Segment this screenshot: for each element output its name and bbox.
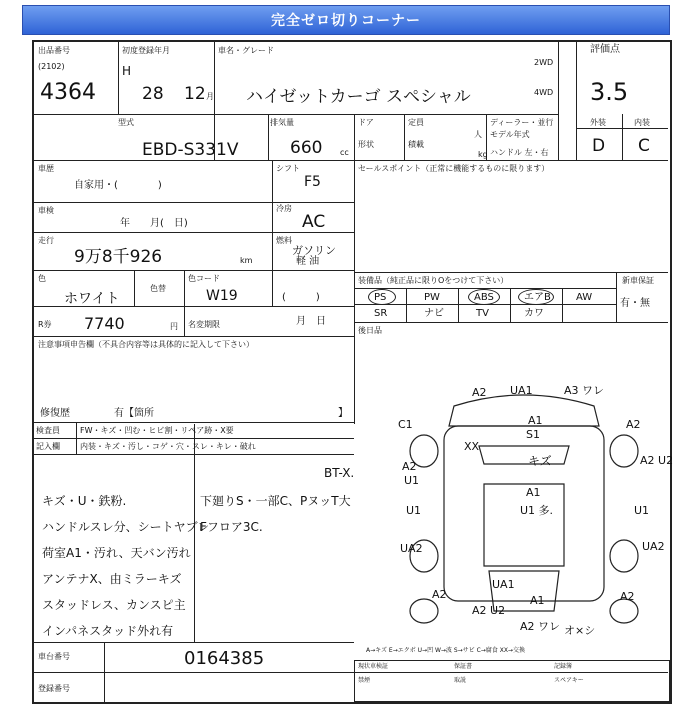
rear-items-label: 後日品 bbox=[358, 326, 382, 335]
new-warranty-value: 有・無 bbox=[620, 298, 650, 309]
mark-14: U1 多. bbox=[520, 504, 554, 517]
equip-navi: ナビ bbox=[424, 308, 444, 319]
fuel-diesel: 軽 油 bbox=[296, 256, 320, 267]
door-label: ドア bbox=[358, 118, 374, 127]
equip-sr: SR bbox=[374, 308, 388, 319]
km-unit: km bbox=[240, 256, 253, 265]
legend-box-2: 禁煙 bbox=[358, 677, 371, 684]
mark-15: U1 bbox=[406, 504, 422, 517]
ac-value: AC bbox=[302, 212, 326, 232]
circle-ps bbox=[368, 289, 396, 305]
auction-sheet bbox=[32, 40, 672, 704]
mark-18: UA2 bbox=[642, 540, 665, 553]
fuel-value: ガソリン bbox=[292, 244, 336, 257]
dealer-label: ディーラー・並行 bbox=[490, 118, 554, 127]
recycle-label: R券 bbox=[38, 320, 52, 329]
lot-sub: (2102) bbox=[38, 62, 65, 71]
cc-unit: cc bbox=[340, 148, 349, 157]
repair-value: 有【箇所 bbox=[114, 408, 154, 419]
equip-ps: PS bbox=[374, 292, 387, 303]
month-unit: 月 bbox=[206, 92, 214, 101]
legend-box-1: 現状車検証 bbox=[358, 663, 389, 670]
fuel-label: 燃料 bbox=[276, 236, 292, 245]
color-code-label: 色コード bbox=[188, 274, 220, 283]
mark-23: A2 ワレ bbox=[520, 620, 561, 633]
mileage-value: 9万8千926 bbox=[74, 247, 163, 267]
chassis-value: 0164385 bbox=[184, 648, 265, 669]
recycle-value: 7740 bbox=[84, 314, 125, 333]
mark-6: A1 bbox=[528, 414, 543, 427]
first-reg-label: 初度登録年月 bbox=[122, 46, 170, 55]
legend-box-4: 取説 bbox=[454, 677, 467, 684]
shift-label: シフト bbox=[276, 164, 300, 173]
shape-label: 形状 bbox=[358, 140, 374, 149]
mark-11: U1 bbox=[404, 474, 420, 487]
mileage-label: 走行 bbox=[38, 236, 54, 245]
model-label: 型式 bbox=[118, 118, 134, 127]
equip-leather: カワ bbox=[524, 308, 544, 319]
inspection-value: 年 月( 日) bbox=[120, 218, 188, 229]
ac-label: 冷房 bbox=[276, 204, 292, 213]
handle-label: ハンドル 左・右 bbox=[490, 148, 549, 157]
repair-end: 】 bbox=[338, 408, 348, 419]
note-left-3: 荷室A1・汚れ、天バン汚れ bbox=[42, 546, 191, 560]
note-right-2: Fフロア3C. bbox=[200, 520, 263, 534]
note-right-1: 下廻りS・一部C、PヌッT大 bbox=[200, 494, 351, 508]
grade-value: 3.5 bbox=[590, 78, 629, 106]
history-value: 自家用・( ) bbox=[74, 180, 162, 191]
mark-3: A3 ワレ bbox=[564, 384, 605, 397]
yen-unit: 円 bbox=[170, 322, 178, 331]
drive-2wd: 2WD bbox=[534, 58, 554, 67]
inspector-label: 検査員 bbox=[36, 426, 60, 435]
repair-label: 修復歴 bbox=[40, 408, 70, 419]
legend-box-6: スペアキー bbox=[554, 677, 584, 684]
fuel-other: ( ) bbox=[282, 292, 320, 303]
circle-abs bbox=[468, 289, 500, 305]
mark-20: A1 bbox=[530, 594, 545, 607]
displacement-value: 660 bbox=[290, 138, 323, 158]
mark-9: A2 bbox=[402, 460, 417, 473]
note-left-1: キズ・U・鉄粉. bbox=[42, 494, 127, 508]
equip-aw: AW bbox=[576, 292, 593, 303]
note-left-4: アンテナX、由ミラーキズ bbox=[42, 572, 182, 586]
mark-16: U1 bbox=[634, 504, 650, 517]
legend-box-3: 保証書 bbox=[454, 663, 473, 670]
history-label: 車歴 bbox=[38, 164, 54, 173]
note-left-6: インパネスタッド外れ有 bbox=[42, 624, 174, 638]
payload-label: 積載 bbox=[408, 140, 424, 149]
header-title: 完全ゼロ切りコーナー bbox=[271, 13, 421, 29]
mark-7: S1 bbox=[526, 428, 540, 441]
mark-19: UA1 bbox=[492, 578, 515, 591]
inspector-codes: FW・キズ・凹む・ヒビ割・リペア跡・X要 bbox=[80, 426, 234, 435]
mark-25: A2 bbox=[620, 590, 635, 603]
drive-4wd: 4WD bbox=[534, 88, 554, 97]
model-value: EBD-S331V bbox=[142, 140, 239, 160]
grade-label: 評価点 bbox=[590, 44, 620, 55]
equip-pw: PW bbox=[424, 292, 440, 303]
int-grade: C bbox=[638, 136, 650, 156]
car-name: ハイゼットカーゴ スペシャル bbox=[246, 87, 471, 107]
circle-airbag bbox=[518, 289, 554, 305]
carname-label: 車名・グレード bbox=[218, 46, 274, 55]
code-bt: BT-X. bbox=[324, 466, 355, 480]
mark-5: A2 bbox=[626, 418, 641, 431]
mark-1: A2 bbox=[472, 386, 487, 399]
mark-2: UA1 bbox=[510, 384, 533, 397]
person-unit: 人 bbox=[474, 130, 482, 139]
reg-label: 登録番号 bbox=[38, 684, 70, 693]
lot-label: 出品番号 bbox=[38, 46, 70, 55]
ext-grade: D bbox=[592, 136, 606, 156]
entry-label: 記入欄 bbox=[36, 442, 60, 451]
color-code-value: W19 bbox=[206, 288, 238, 304]
damage-legend: A→キズ E→エクボ U→凹 W→波 S→サビ C→腐食 XX→交換 bbox=[366, 647, 525, 654]
shift-value: F5 bbox=[304, 174, 321, 190]
legend-box bbox=[354, 660, 670, 702]
mark-17: UA2 bbox=[400, 542, 423, 555]
new-warranty-label: 新車保証 bbox=[622, 276, 654, 285]
header-banner bbox=[22, 5, 670, 35]
mark-8: XX bbox=[464, 440, 480, 453]
equip-label: 装備品（純正品に限りOをつけて下さい） bbox=[358, 276, 509, 285]
mark-21: A2 bbox=[432, 588, 447, 601]
legend-box-5: 記録簿 bbox=[554, 663, 573, 670]
mark-4: C1 bbox=[398, 418, 413, 431]
displacement-label: 排気量 bbox=[270, 118, 294, 127]
capacity-label: 定員 bbox=[408, 118, 424, 127]
mark-24: オ×シ bbox=[564, 624, 596, 637]
mark-12: キズ bbox=[528, 454, 552, 468]
model-year-label: モデル年式 bbox=[490, 130, 530, 139]
chassis-label: 車台番号 bbox=[38, 652, 70, 661]
entry-codes: 内装・キズ・汚し・コゲ・穴・スレ・キレ・破れ bbox=[80, 442, 256, 451]
notes-label: 注意事項申告欄（不具合内容等は具体的に記入して下さい） bbox=[38, 340, 254, 349]
int-label: 内装 bbox=[634, 118, 650, 127]
mark-22: A2 U2 bbox=[472, 604, 506, 617]
inspection-label: 車検 bbox=[38, 206, 54, 215]
note-left-2: ハンドルスレ分、シートヤブレ bbox=[42, 520, 210, 534]
equip-tv: TV bbox=[476, 308, 489, 319]
color-value: ホワイト bbox=[64, 291, 120, 307]
ext-label: 外装 bbox=[590, 118, 606, 127]
mark-10: A2 U2 bbox=[640, 454, 674, 467]
name-change-value: 月 日 bbox=[296, 316, 326, 327]
reg-year: 28 bbox=[142, 84, 164, 104]
equip-airbag: エアB bbox=[524, 292, 551, 303]
era: H bbox=[122, 64, 132, 78]
reg-month: 12 bbox=[184, 84, 206, 104]
color-label: 色 bbox=[38, 274, 46, 283]
mark-13: A1 bbox=[526, 486, 541, 499]
color-change-label: 色替 bbox=[150, 284, 166, 293]
name-change-label: 名変期限 bbox=[188, 320, 220, 329]
lot-number: 4364 bbox=[40, 80, 96, 105]
kg-unit: kg bbox=[478, 150, 488, 159]
note-left-5: スタッドレス、カンスピ主 bbox=[42, 598, 186, 612]
equip-abs: ABS bbox=[474, 292, 494, 303]
sales-label: セールスポイント（正常に機能するものに限ります） bbox=[358, 164, 550, 173]
